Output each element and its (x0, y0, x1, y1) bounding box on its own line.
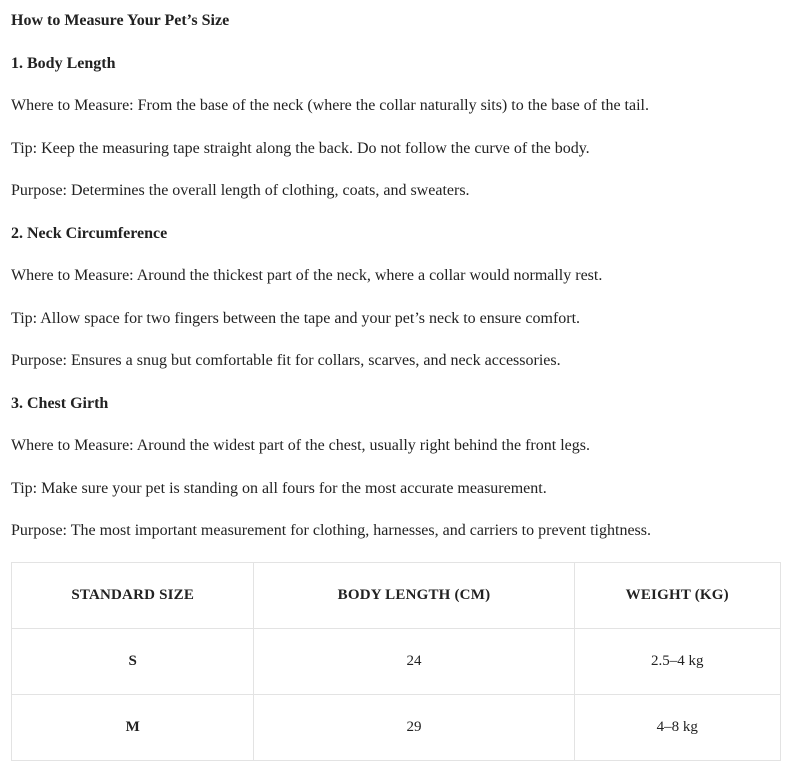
cell-size: M (12, 695, 254, 761)
table-row (12, 629, 781, 695)
cell-weight: 4–8 kg (574, 695, 781, 761)
table-header-row (12, 563, 781, 629)
chest-where: Where to Measure: Around the widest part of the chest, usually right behind the front legs. (11, 437, 590, 454)
cell-weight: 2.5–4 kg (574, 629, 781, 695)
body-length-where: Where to Measure: From the base of the neck (where the collar naturally sits) to the base of the tail. (11, 97, 649, 114)
header-body-length: BODY LENGTH (CM) (254, 563, 574, 629)
cell-size: S (12, 629, 254, 695)
size-chart-table (11, 562, 781, 761)
body-length-purpose: Purpose: Determines the overall length of clothing, coats, and sweaters. (11, 182, 470, 199)
header-weight: WEIGHT (KG) (574, 563, 781, 629)
neck-purpose: Purpose: Ensures a snug but comfortable fit for collars, scarves, and neck accessories. (11, 352, 561, 369)
neck-where: Where to Measure: Around the thickest part of the neck, where a collar would normally rest. (11, 267, 603, 284)
chest-tip: Tip: Make sure your pet is standing on all fours for the most accurate measurement. (11, 480, 547, 497)
table-row (12, 695, 781, 761)
section-heading-chest-girth: 3. Chest Girth (11, 395, 109, 412)
section-heading-neck-circumference: 2. Neck Circumference (11, 225, 168, 242)
chest-purpose: Purpose: The most important measurement for clothing, harnesses, and carriers to prevent tightness. (11, 522, 651, 539)
section-heading-body-length: 1. Body Length (11, 55, 116, 72)
header-standard-size: STANDARD SIZE (12, 563, 254, 629)
cell-body-length: 29 (254, 695, 574, 761)
neck-tip: Tip: Allow space for two fingers between the tape and your pet’s neck to ensure comfort. (11, 310, 581, 327)
body-length-tip: Tip: Keep the measuring tape straight along the back. Do not follow the curve of the body. (11, 140, 590, 157)
cell-body-length: 24 (254, 629, 574, 695)
page-title: How to Measure Your Pet’s Size (11, 12, 230, 29)
